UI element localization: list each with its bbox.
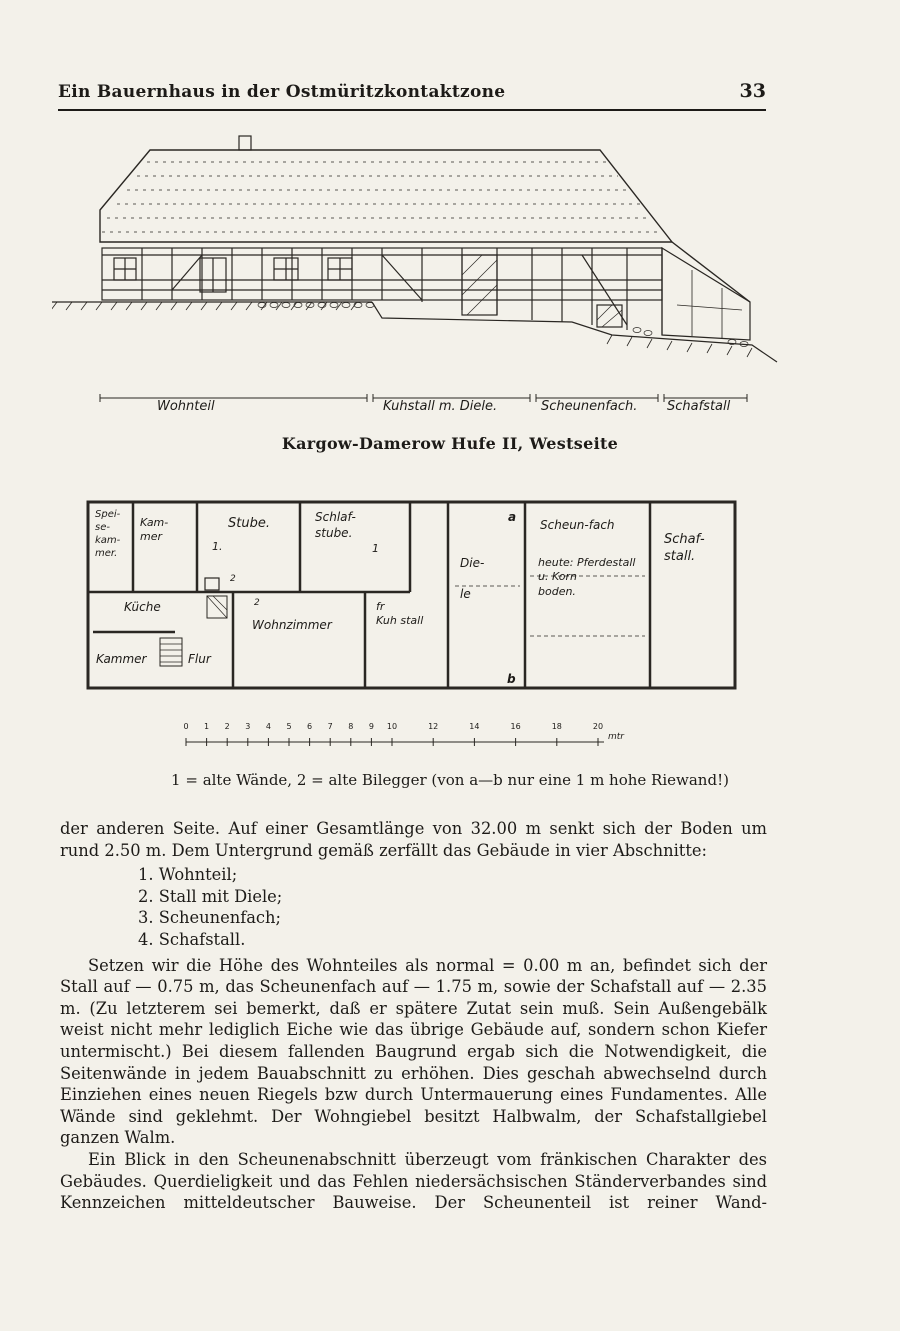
room-kuhstall: fr Kuh stall: [376, 600, 424, 628]
room-schlafstube: Schlaf- stube.: [315, 510, 356, 540]
room-pferdestall-kornboden: heute: Pferdestall u. Korn boden.: [538, 556, 636, 598]
scale-tick-label: 16: [510, 722, 521, 731]
list-item: 1. Wohnteil;: [138, 865, 238, 885]
plan-caption: 1 = alte Wände, 2 = alte Bilegger (von a—b nur eine 1 m hohe Riewand!): [171, 771, 729, 789]
running-header: [58, 82, 766, 106]
section-label-schafstall: Schafstall: [667, 399, 731, 414]
scale-tick-label: 20: [592, 722, 604, 731]
scale-tick-label: 18: [551, 722, 562, 731]
farmhouse-elevation-drawing: [52, 130, 782, 390]
marker-b: b: [507, 672, 516, 686]
room-wohnzimmer: Wohnzimmer: [252, 618, 332, 632]
page-number: 33: [739, 80, 766, 102]
section-list: [138, 864, 767, 950]
scale-tick-label: 14: [469, 722, 480, 731]
scale-tick-label: 4: [265, 722, 271, 731]
scale-tick-label: 5: [286, 722, 292, 731]
marker-bilegger-2a: 2: [230, 574, 236, 584]
header-rule: [58, 109, 766, 111]
room-diele: Die- le: [460, 556, 485, 602]
elevation-caption: Kargow-Damerow Hufe II, Westseite: [281, 434, 619, 453]
section-label-scheunenfach: Scheunenfach.: [541, 399, 638, 414]
scale-tick-label: 7: [327, 722, 333, 731]
room-flur: Flur: [188, 652, 211, 666]
room-scheunenfach: Scheun-fach: [540, 518, 615, 532]
scale-tick-label: 6: [307, 722, 313, 731]
floor-plan-drawing: [85, 496, 745, 696]
list-item: 4. Schafstall.: [138, 929, 246, 949]
section-labels: [95, 385, 755, 421]
scale-tick-label: 0: [183, 722, 189, 731]
scale-tick-label: 9: [368, 722, 374, 731]
room-stube: Stube.: [228, 516, 270, 531]
paragraph-3: Ein Blick in den Scheunenabschnitt überzeugt vom fränkischen Charakter des Gebäudes. Querdieligkeit und das Fehlen niedersächsischen Ständerverbandes sind Kennzeichen mitteldeutscher Bauweise. Der Scheunenteil ist reiner Wand-: [60, 1149, 767, 1213]
list-item: 2. Stall mit Diele;: [138, 886, 283, 906]
scale-bar: [180, 722, 640, 752]
list-item: 3. Scheunenfach;: [138, 908, 282, 928]
room-schafstall: Schaf- stall.: [664, 532, 705, 564]
room-kueche: Küche: [124, 600, 161, 614]
scale-tick-label: 10: [386, 722, 398, 731]
scale-unit: mtr: [608, 732, 624, 742]
marker-a: a: [508, 510, 517, 524]
room-speisekammer: Spei- se- kam- mer.: [95, 509, 121, 559]
running-title: Ein Bauernhaus in der Ostmüritzkontaktzone: [58, 82, 506, 102]
paragraph-2: Setzen wir die Höhe des Wohnteiles als normal = 0.00 m an, befindet sich der Stall auf — 0.75 m, das Scheunenfach auf — 1.75 m, sowie der Schafstall auf — 2.35 m. (Zu letzterem sei bemerkt, daß er spätere Zutat sein muß. Sein Außengebälk weist nicht mehr lediglich Eiche wie das übrige Gebäude auf, sondern schon Kiefer untermischt.) Bei diesem fallenden Baugrund ergab sich die Notwendigkeit, die Seitenwände in jedem Bauabschnitt zu erhöhen. Dies geschah abwechselnd durch Einziehen eines neuen Riegels bzw durch Untermauerung eines Fundamentes. Alle Wände sind geklehmt. Der Wohngiebel besitzt Halbwalm, der Schafstallgiebel ganzen Walm.: [60, 955, 767, 1148]
marker-bilegger-2b: 2: [254, 598, 260, 608]
scale-tick-label: 12: [428, 722, 439, 731]
paragraph-1: der anderen Seite. Auf einer Gesamtlänge von 32.00 m senkt sich der Boden um rund 2.50 m. Dem Untergrund gemäß zerfällt das Gebäude in vier Abschnitte:: [60, 819, 767, 860]
room-kammer-2: Kammer: [96, 652, 147, 666]
marker-old-wall-1b: 1: [372, 542, 379, 555]
marker-old-wall-1a: 1.: [212, 540, 223, 553]
scale-tick-label: 2: [224, 722, 230, 731]
section-label-wohnteil: Wohnteil: [157, 399, 215, 414]
room-kammer-1: Kam- mer: [140, 516, 169, 544]
body-text: [60, 818, 767, 1214]
scale-tick-label: 1: [204, 722, 210, 731]
scale-tick-label: 3: [245, 722, 251, 731]
section-label-kuhstall: Kuhstall m. Diele.: [383, 399, 498, 414]
scale-tick-label: 8: [348, 722, 354, 731]
